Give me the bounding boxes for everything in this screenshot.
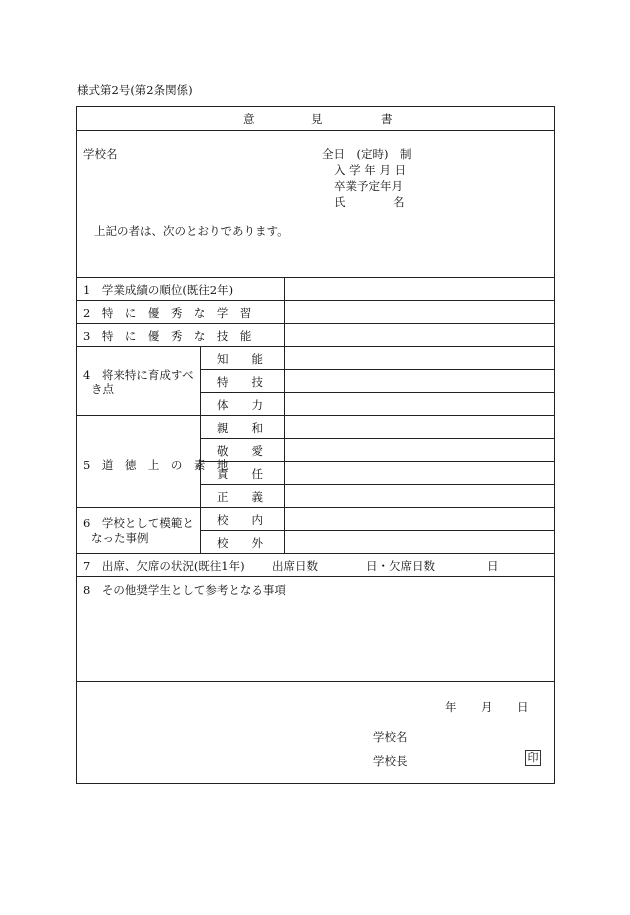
row-5-label: 5 道 徳 上 の 素 地 bbox=[83, 458, 229, 472]
row-6-sub-label: 校 外 bbox=[217, 536, 263, 550]
sub-row-divider bbox=[200, 461, 554, 462]
row-divider bbox=[77, 415, 554, 416]
graduation-date-label: 卒業予定年月 bbox=[334, 179, 403, 193]
row-divider bbox=[77, 681, 554, 682]
date-month-label: 月 bbox=[481, 700, 493, 714]
date-day-label: 日 bbox=[517, 700, 529, 714]
row-divider bbox=[77, 553, 554, 554]
row-7-label: 7 出席、欠席の状況(既往1年) bbox=[83, 559, 245, 573]
form-number-label: 様式第2号(第2条関係) bbox=[77, 83, 193, 97]
row-divider bbox=[77, 346, 554, 347]
attendance-days-label: 出席日数 bbox=[272, 559, 318, 573]
row-divider bbox=[77, 576, 554, 577]
row-5-sub-label: 正 義 bbox=[217, 490, 263, 504]
sub-row-divider bbox=[200, 369, 554, 370]
row-8-label: 8 その他奨学生として参考となる事項 bbox=[83, 583, 286, 597]
title-char-3: 書 bbox=[381, 112, 393, 126]
absence-day-unit: 日 bbox=[487, 559, 499, 573]
row-1-label: 1 学業成績の順位(既往2年) bbox=[83, 283, 234, 297]
title-divider bbox=[77, 130, 554, 131]
title-char-1: 意 bbox=[243, 112, 255, 126]
row-3-label: 3 特 に 優 秀 な 技 能 bbox=[83, 329, 252, 343]
sub-row-divider bbox=[200, 484, 554, 485]
title-char-2: 見 bbox=[311, 112, 323, 126]
row-divider bbox=[77, 300, 554, 301]
row-divider bbox=[77, 323, 554, 324]
row-2-label: 2 特 に 優 秀 な 学 習 bbox=[83, 306, 252, 320]
enrollment-date-label: 入 学 年 月 日 bbox=[334, 163, 407, 177]
row-4-sub-label: 体 力 bbox=[217, 398, 263, 412]
row-6-label-line1: 6 学校として模範と bbox=[83, 516, 194, 530]
row-4-label-line1: 4 将来特に育成すべ bbox=[83, 368, 194, 382]
row-4-label-line2: き点 bbox=[91, 382, 114, 396]
row-5-sub-label: 敬 愛 bbox=[217, 444, 263, 458]
row-4-sub-label: 特 技 bbox=[217, 375, 263, 389]
row-5-sub-label: 親 和 bbox=[217, 421, 263, 435]
opinion-form bbox=[76, 106, 555, 784]
row-5-sub-label: 責 任 bbox=[217, 467, 263, 481]
statement-text: 上記の者は、次のとおりであります。 bbox=[94, 224, 289, 238]
row-6-label-line2: なった事例 bbox=[91, 531, 149, 545]
principal-label: 学校長 bbox=[373, 754, 408, 768]
sub-label-divider bbox=[200, 346, 201, 554]
header-divider bbox=[77, 277, 554, 278]
student-name-char-1: 氏 bbox=[334, 195, 346, 209]
sub-row-divider bbox=[200, 438, 554, 439]
row-4-sub-label: 知 能 bbox=[217, 352, 263, 366]
sub-row-divider bbox=[200, 530, 554, 531]
course-type: 全日 (定時) 制 bbox=[322, 147, 412, 161]
absence-days-label: 日・欠席日数 bbox=[366, 559, 435, 573]
sub-row-divider bbox=[200, 392, 554, 393]
row-6-sub-label: 校 内 bbox=[217, 513, 263, 527]
student-name-char-2: 名 bbox=[393, 195, 405, 209]
row-divider bbox=[77, 507, 554, 508]
footer-school-name-label: 学校名 bbox=[373, 730, 408, 744]
date-year-label: 年 bbox=[445, 700, 457, 714]
school-name-label: 学校名 bbox=[83, 147, 118, 161]
seal-box: 印 bbox=[525, 750, 541, 766]
